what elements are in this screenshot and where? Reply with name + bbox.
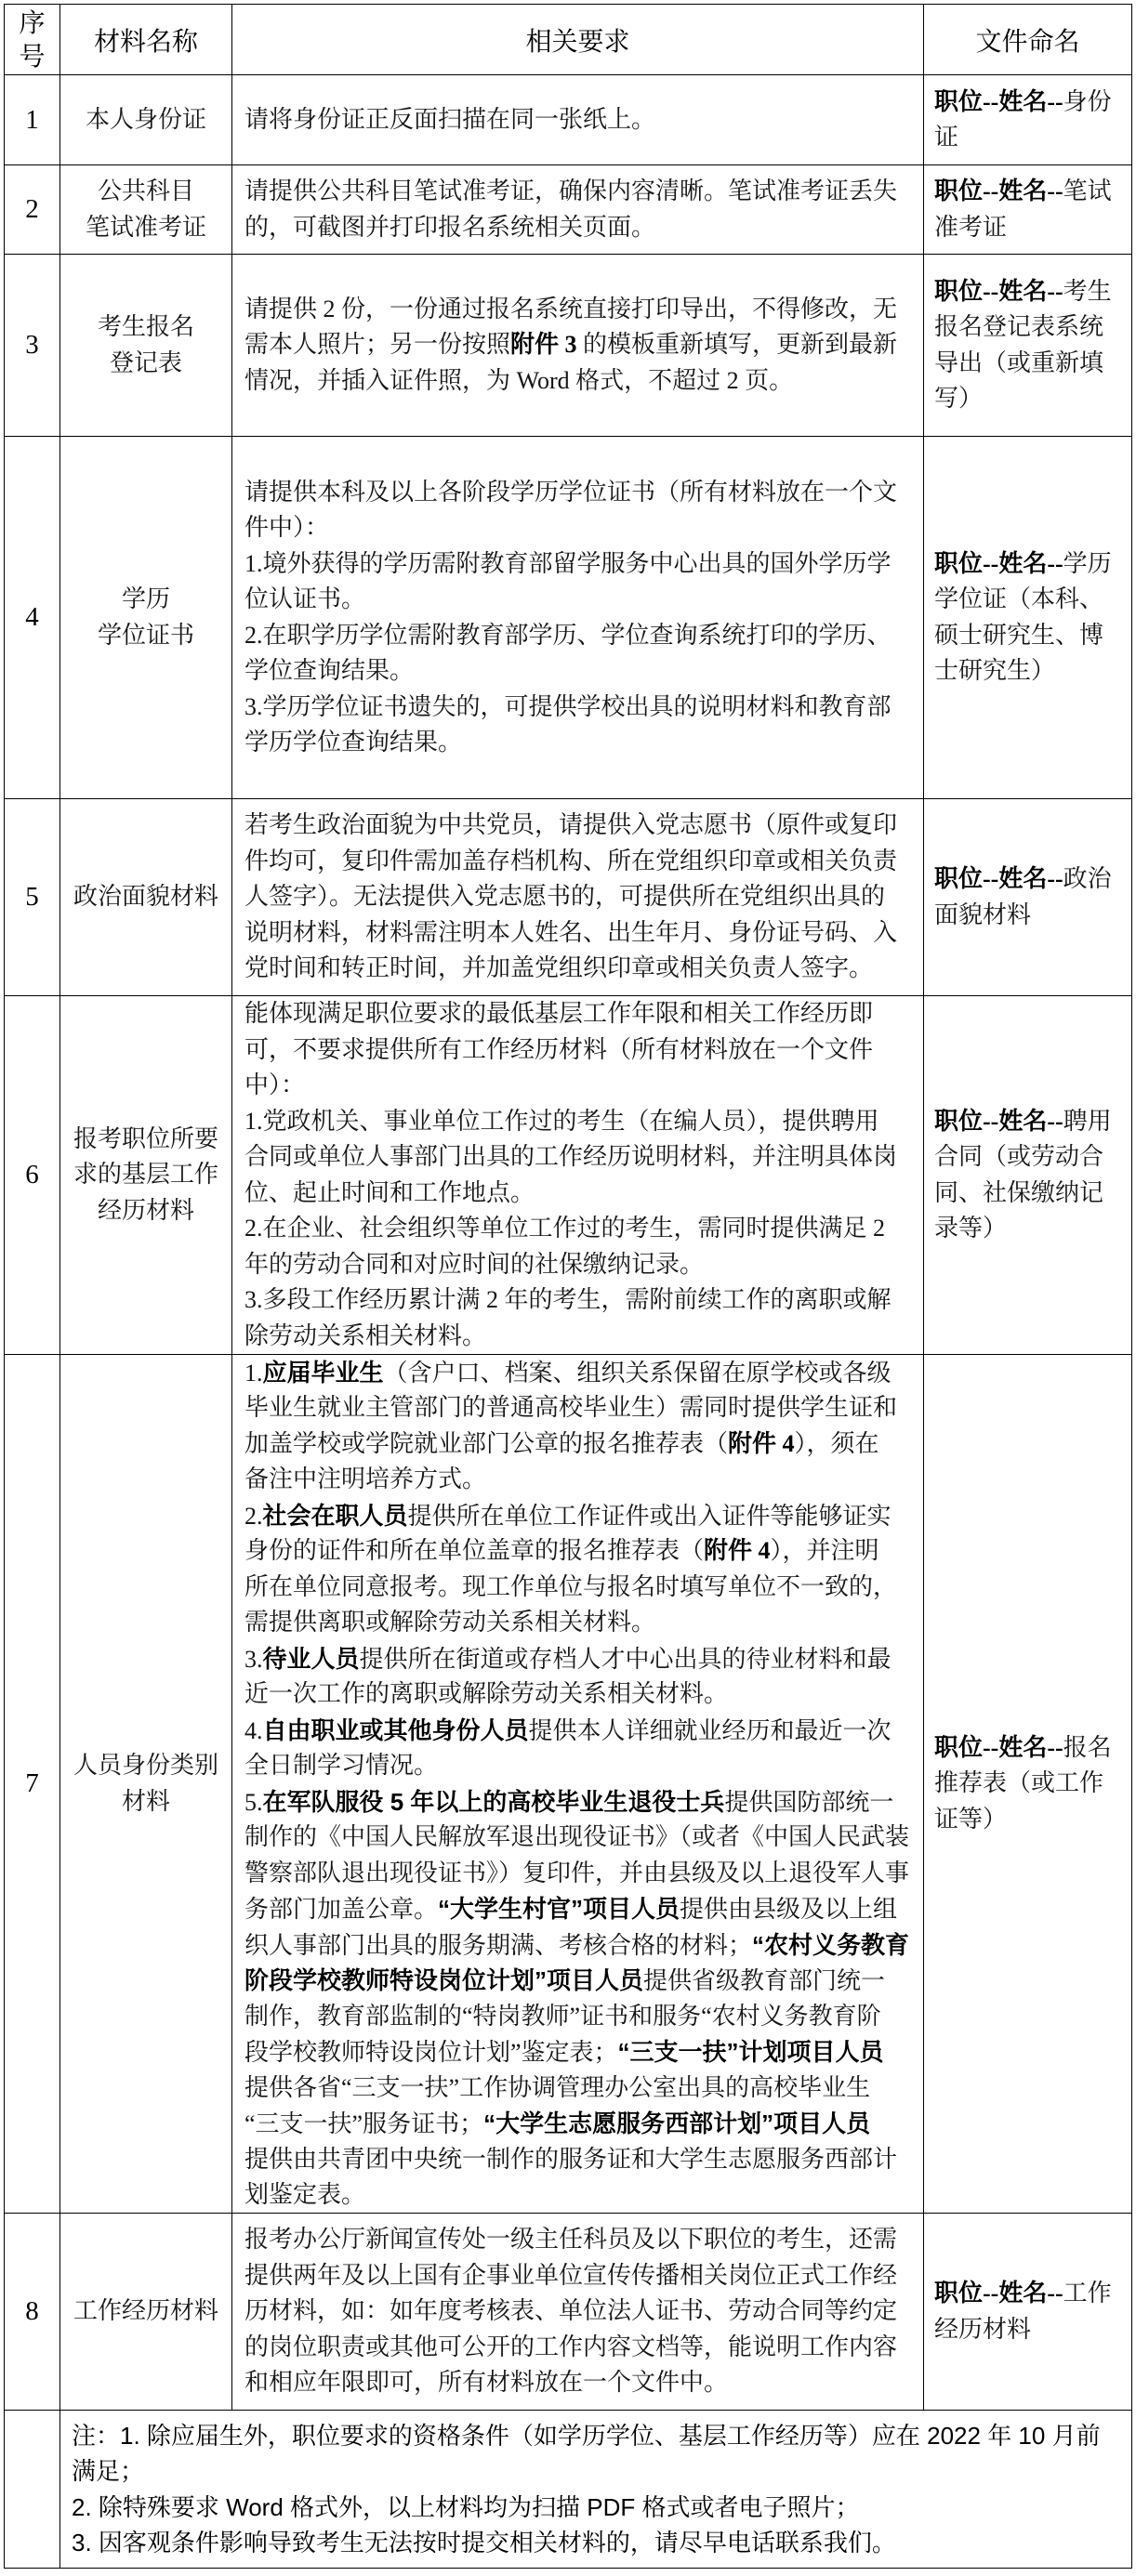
requirement-cell [232,2214,924,2410]
requirement-line [244,363,793,400]
text-run: 身份的证件和所在单位盖章的报名推荐表（ [244,1537,705,1564]
requirement-line [244,1032,873,1069]
emphasis-text: 附件 4 [704,1537,771,1564]
text-run: 需提供离职或解除劳动关系相关材料。 [244,1609,656,1636]
notes-spacer-cell [5,2411,60,2568]
text-run: 报名 [1063,1733,1112,1761]
text-run: 学位查询结果。 [244,657,415,684]
row-index-cell [5,437,60,798]
text-run: 学历 [121,585,170,612]
requirement-line [244,475,897,511]
requirement-line [244,102,655,138]
text-run: 的，可截图并打印报名系统相关页面。 [244,213,656,241]
file-naming-line [934,546,1112,583]
text-run: 求的基层工作 [73,1161,218,1189]
emphasis-text: 职位--姓名-- [934,865,1063,892]
row-index-cell [5,996,60,1354]
table-row [5,996,1131,1355]
requirement-cell [232,996,924,1354]
text-run: 情况，并插入证件照，为 Word 格式，不超过 2 页。 [244,366,794,394]
text-run: 1. [244,1359,263,1387]
requirement-line [244,618,892,654]
text-run: 织人事部门出具的服务期满、考核合格的材料； [244,1931,753,1959]
requirement-line [244,1390,897,1426]
requirement-line [244,725,462,761]
requirement-cell [232,75,924,164]
file-naming-line [934,274,1112,310]
emphasis-text: 职位--姓名-- [934,549,1063,577]
requirement-line [244,1355,892,1391]
requirement-line [244,2177,365,2214]
note-line: 满足； [72,2457,145,2485]
requirement-line [244,1176,535,1212]
material-name-cell [60,799,232,995]
material-name-line [73,2293,218,2330]
note-line: 3. 因客观条件影响导致考生无法按时提交相关材料的，请尽早电话联系我们。 [72,2529,896,2556]
requirement-line [244,2070,870,2107]
material-name-cell [60,1355,232,2213]
text-run: 导出（或重新填 [934,348,1104,376]
file-naming-cell [924,75,1131,164]
requirement-cell [232,1355,924,2213]
text-run: 和相应年限即可，所有材料放在一个文件中。 [244,2369,729,2397]
file-naming-line [934,1139,1103,1176]
requirement-cell [232,255,924,436]
text-run: 3.多段工作经历累计满 2 年的考生，需附前续工作的离职或解 [244,1286,892,1313]
text-run: 请将身份证正反面扫描在同一张纸上。 [244,105,656,133]
requirement-line [244,1891,897,1927]
material-name-line [122,582,170,618]
text-run: 位认证书。 [244,585,366,612]
text-run: 若考生政治面貌为中共党员，请提供入党志愿书（原件或复印 [244,811,898,839]
text-run: 公共科目 [97,177,194,204]
requirement-line [244,2106,870,2142]
text-run: 考生 [1063,277,1112,305]
requirement-line [244,582,365,618]
file-naming-cell [924,1355,1131,2213]
text-run: 面貌材料 [934,900,1032,928]
file-naming-line [934,898,1031,934]
text-run: 提供两年及以上国有企事业单位宣传传播相关岗位正式工作经 [244,2261,898,2289]
text-run: 年的劳动合同和对应时间的社保缴纳记录。 [244,1250,705,1278]
text-run: 本人身份证 [85,105,206,133]
emphasis-text: 附件 3 [510,331,577,359]
emphasis-text: 职位--姓名-- [934,87,1063,115]
emphasis-text: 待业人员 [262,1644,360,1673]
emphasis-text: 自由职业或其他身份人员 [262,1715,529,1744]
requirement-line [244,292,897,328]
requirement-line [244,1533,879,1570]
text-run: ），并注明 [770,1537,879,1564]
text-run: 5. [244,1788,263,1816]
requirement-cell [232,437,924,798]
text-run: 警察部队退出现役证书》）复印件，并由县级及以上退役军人事 [244,1859,910,1886]
emphasis-text: “三支一扶”计划项目人员 [617,2038,884,2066]
requirement-line [244,546,892,583]
text-run: 考生报名 [97,313,194,340]
text-run: 经历材料 [97,1196,194,1224]
file-naming-line [934,2312,1031,2348]
text-run: 推荐表（或工作 [934,1769,1104,1797]
text-run: 制作，教育部监制的“特岗教师”证书和服务“农村义务教育阶 [244,2002,881,2030]
text-run: 能体现满足职位要求的最低基层工作年限和相关工作经历即 [244,1000,874,1027]
requirement-line [244,808,897,844]
material-name-cell [60,2214,232,2410]
text-run: 1.党政机关、事业单位工作过的考生（在编人员），提供聘用 [244,1107,879,1135]
requirement-cell [232,165,924,254]
text-run: “三支一扶”服务证书； [244,2110,484,2137]
requirement-line [244,1927,909,1964]
file-naming-line [934,1176,1103,1212]
requirement-line [244,327,897,363]
table-header-row [5,5,1131,75]
requirement-line [244,174,897,210]
material-name-cell [60,255,232,436]
row-index: 7 [25,1768,39,1799]
requirement-line [244,1570,897,1606]
text-run: 段学校教师特设岗位计划”鉴定表； [244,2039,618,2066]
row-index-cell [5,1355,60,2213]
text-run: 证 [934,124,959,151]
text-run: 可，不要求提供所有工作经历材料（所有材料放在一个文件 [244,1035,874,1063]
header-filename-cell [924,5,1131,74]
material-name-line [86,210,206,246]
text-run: 提供所在单位工作证件或出入证件等能够证实 [407,1502,892,1530]
table-row [5,255,1131,437]
text-run: 提供本人详细就业经历和最近一次 [528,1716,892,1744]
requirement-line [244,1139,897,1176]
header-requirement: 相关要求 [525,26,630,56]
requirement-line [244,1498,892,1534]
text-run: 党时间和转正时间，并加盖党组织印章或相关负责人签字。 [244,954,874,982]
material-name-cell [60,996,232,1354]
text-run: 合同或单位人事部门出具的工作经历说明材料，并注明具体岗 [244,1143,898,1170]
file-naming-cell [924,2214,1131,2410]
requirement-line [244,653,414,690]
requirement-line [244,1211,885,1247]
file-naming-line [934,582,1103,618]
text-run: 制作的《中国人民解放军退出现役证书》（或者《中国人民武装 [244,1823,910,1850]
text-run: 准考证 [934,213,1008,241]
table-row [5,75,1131,165]
emphasis-text: 在军队服役 5 年以上的高校毕业生退役士兵 [262,1787,725,1816]
text-run: 2.在职学历学位需附教育部学历、学位查询系统打印的学历、 [244,621,892,649]
text-run: 证等） [934,1805,1008,1833]
file-naming-line [934,210,1007,246]
requirement-line [244,1247,704,1283]
requirement-line [244,1820,909,1856]
requirement-line [244,1713,892,1749]
requirement-line [244,2258,897,2294]
row-index: 5 [25,882,39,913]
row-index: 8 [25,2296,39,2327]
requirement-line [244,1963,885,1999]
text-run: 全日制学习情况。 [244,1752,439,1779]
row-index: 2 [25,194,39,225]
header-requirement-cell [232,5,924,74]
text-run: 学历 [1063,549,1112,577]
text-run: 笔试 [1063,177,1112,204]
text-run: 报考职位所要 [73,1124,218,1152]
file-naming-line [934,1730,1112,1767]
material-name-cell [60,437,232,798]
text-run: 政治面貌材料 [73,883,218,911]
row-index-cell [5,255,60,436]
requirement-line [244,2293,897,2330]
requirement-line [244,690,892,726]
requirement-line [244,1104,879,1140]
file-naming-cell [924,255,1131,436]
text-run: 报考办公厅新闻宣传处一级主任科员及以下职位的考生，还需 [244,2226,898,2254]
material-name-line [73,1157,218,1193]
header-index-cell [5,5,60,74]
text-run: 人签字）。无法提供入党志愿书的，可提供所在党组织出具的 [244,883,886,911]
requirement-line [244,1676,728,1713]
text-run: 人员身份类别 [73,1752,218,1779]
emphasis-text: 应届毕业生 [262,1358,384,1387]
file-naming-line [934,346,1103,382]
file-naming-cell [924,437,1131,798]
requirement-line [244,1856,909,1892]
text-run: 请提供公共科目笔试准考证，确保内容清晰。笔试准考证丢失 [244,177,898,204]
text-run: 的模板重新填写，更新到最新 [576,331,898,359]
requirement-line [244,2365,728,2401]
table-body [5,75,1131,2411]
text-run: 合同（或劳动合 [934,1143,1104,1170]
text-run: 3. [244,1645,263,1673]
text-run: 报名登记表系统 [934,313,1104,340]
text-run: 1.境外获得的学历需附教育部留学服务中心出具的国外学历学 [244,549,892,577]
text-run: 学位证书 [97,621,194,649]
requirement-line [244,210,655,246]
text-run: 近一次工作的离职或解除劳动关系相关材料。 [244,1680,729,1707]
material-name-line [98,309,194,346]
emphasis-text: 阶段学校教师特设岗位计划”项目人员 [244,1966,644,1994]
file-naming-line [934,1802,1007,1838]
material-name-line [122,1784,170,1820]
text-run: 学位证（本科、 [934,585,1104,612]
file-naming-line [934,174,1112,210]
row-index-cell [5,2214,60,2410]
file-naming-line [934,309,1103,346]
text-run: 的岗位职责或其他可公开的工作内容文档等，能说明工作内容 [244,2333,898,2360]
text-run: 划鉴定表。 [244,2181,366,2208]
text-run: 说明材料，材料需注明本人姓名、出生年月、身份证号码、入 [244,918,898,946]
text-run: 2.在企业、社会组织等单位工作过的考生，需同时提供满足 2 [244,1215,886,1242]
requirement-line [244,1319,486,1355]
row-index: 4 [25,602,39,633]
table-row [5,2214,1131,2411]
text-run: 登记表 [109,348,182,376]
requirement-line [244,1748,438,1784]
text-run: 3.学历学位证书遗失的，可提供学校出具的说明材料和教育部 [244,692,892,720]
file-naming-line [934,1766,1103,1802]
row-index: 3 [25,330,39,361]
header-file-naming: 文件命名 [975,26,1080,56]
emphasis-text: 附件 4 [728,1429,795,1457]
requirement-line [244,510,329,546]
requirement-line [244,1068,305,1104]
text-run: 中）： [244,1071,306,1098]
requirement-line [244,2034,884,2070]
text-run: 聘用 [1063,1107,1112,1135]
text-run: 历材料，如：如年度考核表、单位法人证书、劳动合同等约定 [244,2297,898,2325]
row-index-cell [5,75,60,164]
text-run: 件均可，复印件需加盖存档机构、所在党组织印章或相关负责 [244,847,898,874]
material-name-line [73,879,218,915]
table-row [5,437,1131,799]
text-run: 提供省级教育部门统一 [643,1967,886,1994]
material-name-cell [60,75,232,164]
file-naming-line [934,2276,1112,2312]
file-naming-cell [924,799,1131,995]
header-material-name: 材料名称 [93,26,198,56]
text-run: 提供国防部统一 [724,1788,894,1816]
text-run: 务部门加盖公章。 [244,1896,439,1923]
text-run: 提供各省“三支一扶”工作协调管理办公室出具的高校毕业生 [244,2073,871,2101]
material-name-line [98,618,194,654]
material-name-line [110,346,182,382]
file-naming-line [934,85,1112,121]
text-run: 毕业生就业主管部门的普通高校毕业生）需同时提供学生证和 [244,1394,898,1421]
text-run: 加盖学校或学院就业部门公章的报名推荐表（ [244,1429,729,1457]
row-index-cell [5,165,60,254]
requirement-cell [232,799,924,995]
requirement-line [244,2330,897,2366]
row-index: 6 [25,1160,39,1190]
file-naming-line [934,120,958,156]
table-row [5,165,1131,255]
text-run: 同、社保缴纳记 [934,1178,1104,1206]
requirement-line [244,1282,892,1319]
material-name-cell [60,165,232,254]
text-run: 士研究生） [934,657,1056,684]
text-run: 位、起止时间和工作地点。 [244,1178,535,1206]
header-name-cell [60,5,232,74]
note-line: 注：1. 除应届生外，职位要求的资格条件（如学历学位、基层工作经历等）应在 2022 年 10 月前 [72,2421,1101,2450]
text-run: 2. [244,1502,263,1530]
text-run: 请提供本科及以上各阶段学历学位证书（所有材料放在一个文 [244,478,898,506]
text-run: 笔试准考证 [85,213,206,241]
requirement-line [244,1784,893,1820]
requirement-line [244,996,873,1032]
emphasis-text: “农村义务教育 [752,1930,910,1959]
text-run: 硕士研究生、博 [934,621,1104,649]
emphasis-text: “大学生志愿服务西部计划”项目人员 [483,2109,871,2137]
text-run: 写） [934,385,984,412]
text-run: 政治 [1063,865,1112,892]
requirement-line [244,915,897,952]
text-run: 提供由县级及以上组 [680,1896,898,1923]
emphasis-text: 职位--姓名-- [934,277,1063,305]
material-name-line [73,1748,218,1784]
text-run: 录等） [934,1215,1008,1242]
requirement-line [244,844,897,880]
text-run: 工作 [1063,2280,1112,2307]
requirement-line [244,2142,897,2178]
text-run: 需本人照片；另一份按照 [244,331,511,359]
text-run: 所在单位同意报考。现工作单位与报名时填写单位不一致的， [244,1572,898,1600]
file-naming-line [934,618,1103,654]
text-run: 提供由共青团中央统一制作的服务证和大学生志愿服务西部计 [244,2145,898,2173]
text-run: 身份 [1063,87,1112,115]
file-naming-line [934,1211,1007,1247]
requirement-line [244,879,885,915]
text-run: （含户口、档案、组织关系保留在原学校或各级 [383,1359,892,1387]
text-run: 经历材料 [934,2315,1032,2343]
materials-table [4,4,1132,2569]
emphasis-text: 职位--姓名-- [934,1107,1063,1135]
table-row [5,799,1131,996]
table-row [5,1355,1131,2214]
notes-cell [60,2411,1131,2568]
emphasis-text: 职位--姓名-- [934,177,1063,204]
text-run: 件中）： [244,514,330,541]
emphasis-text: 职位--姓名-- [934,1733,1063,1761]
row-index-cell [5,799,60,995]
text-run: 请提供 2 份，一份通过报名系统直接打印导出，不得修改，无 [244,295,898,322]
file-naming-line [934,861,1112,898]
requirement-line [244,1426,879,1463]
material-name-line [98,1193,194,1229]
text-run: 工作经历材料 [73,2297,218,2325]
material-name-line [98,174,194,210]
header-index: 序号 [19,7,46,71]
file-naming-cell [924,996,1131,1354]
emphasis-text: “大学生村官”项目人员 [438,1895,680,1923]
requirement-line [244,2222,897,2258]
file-naming-line [934,653,1055,690]
text-run: 除劳动关系相关材料。 [244,1321,487,1349]
file-naming-cell [924,165,1131,254]
requirement-line [244,951,873,987]
requirement-line [244,1462,486,1498]
file-naming-line [934,1104,1112,1140]
text-run: 提供所在街道或存档人才中心出具的待业材料和最 [359,1645,892,1673]
text-run: 4. [244,1716,263,1744]
emphasis-text: 社会在职人员 [262,1501,408,1530]
text-run: 学历学位查询结果。 [244,729,463,756]
file-naming-line [934,381,983,417]
requirement-line [244,1999,881,2035]
requirement-line [244,1605,655,1641]
text-run: ），须在 [794,1429,879,1457]
note-line: 2. 除特殊要求 Word 格式外，以上材料均为扫描 PDF 格式或者电子照片； [72,2492,860,2521]
text-run: 备注中注明培养方式。 [244,1465,487,1492]
text-run: 材料 [121,1787,170,1815]
material-name-line [73,1122,218,1158]
emphasis-text: 职位--姓名-- [934,2280,1063,2307]
row-index: 1 [25,104,39,135]
notes-row [5,2411,1131,2568]
material-name-line [86,102,206,138]
requirement-line [244,1641,892,1677]
